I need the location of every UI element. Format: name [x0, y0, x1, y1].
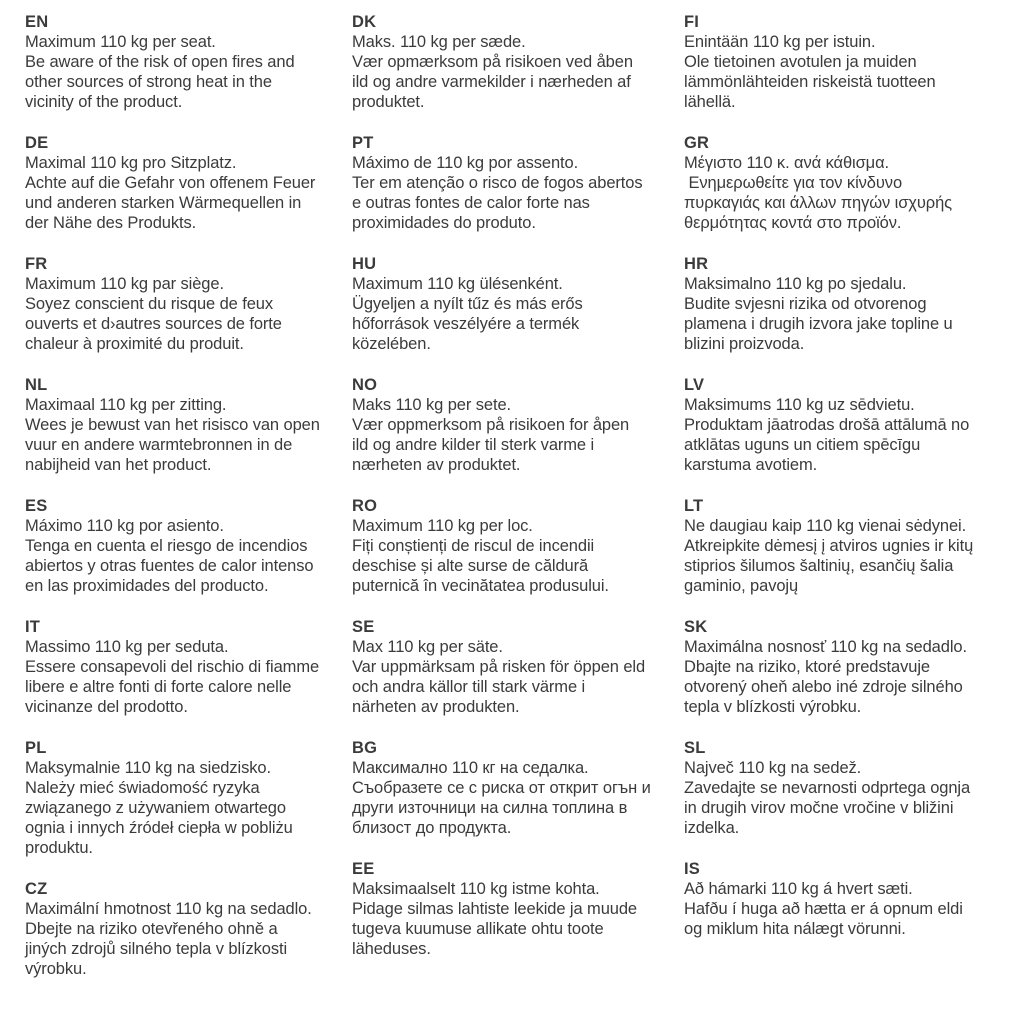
- language-code-label: HU: [352, 255, 377, 273]
- instruction-line: Maximum 110 kg per loc.: [352, 517, 533, 535]
- instruction-line: Wees je bewust van het risisco van open: [25, 416, 320, 434]
- instruction-line: atklātas uguns un citiem spēcīgu: [684, 436, 921, 454]
- instruction-line: Tenga en cuenta el riesgo de incendios: [25, 537, 308, 555]
- instruction-line: Ter em atenção o risco de fogos abertos: [352, 174, 643, 192]
- language-code-label: DK: [352, 13, 377, 31]
- language-code-label: NO: [352, 376, 378, 394]
- instruction-line: közelében.: [352, 335, 431, 353]
- instruction-line: lähellä.: [684, 93, 736, 111]
- instruction-line: deschise și alte surse de căldură: [352, 557, 589, 575]
- instruction-line: der Nähe des Produkts.: [25, 214, 197, 232]
- language-section: [352, 133, 684, 233]
- instruction-line: Максимално 110 кг на седалка.: [352, 759, 589, 777]
- instruction-line: θερμότητας κοντά στο προϊόν.: [684, 214, 902, 232]
- instruction-line: Maksymalnie 110 kg na siedzisko.: [25, 759, 271, 777]
- instruction-line: vuur en andere warmtebronnen in de: [25, 436, 293, 454]
- instruction-line: e outras fontes de calor forte nas: [352, 194, 590, 212]
- language-section: [25, 496, 352, 596]
- instruction-line: związanego z używaniem otwartego: [25, 799, 286, 817]
- instruction-line: vicinanze del prodotto.: [25, 698, 188, 716]
- instruction-line: blizini proizvoda.: [684, 335, 805, 353]
- language-section: [352, 859, 684, 959]
- instruction-line: chaleur à proximité du produit.: [25, 335, 244, 353]
- language-section: [684, 496, 999, 596]
- instruction-line: otvorený oheň alebo iné zdroje silného: [684, 678, 963, 696]
- language-code-label: GR: [684, 134, 710, 152]
- instruction-line: gaminio, pavojų: [684, 577, 799, 595]
- instruction-line: other sources of strong heat in the: [25, 73, 272, 91]
- language-code-label: PT: [352, 134, 374, 152]
- instruction-line: Produktam jāatrodas drošā attālumā no: [684, 416, 970, 434]
- instruction-line: nabijheid van het product.: [25, 456, 212, 474]
- instruction-line: Að hámarki 110 kg á hvert sæti.: [684, 880, 913, 898]
- instruction-line: Zavedajte se nevarnosti odprtega ognja: [684, 779, 971, 797]
- language-section: [25, 375, 352, 475]
- language-code-label: BG: [352, 739, 378, 757]
- instruction-line: karstuma avotiem.: [684, 456, 818, 474]
- language-code-label: RO: [352, 497, 378, 515]
- language-code-label: IT: [25, 618, 41, 636]
- instruction-line: tepla v blízkosti výrobku.: [684, 698, 862, 716]
- instruction-line: Maksimums 110 kg uz sēdvietu.: [684, 396, 915, 414]
- language-section: [684, 859, 999, 939]
- instruction-line: Var uppmärksam på risken för öppen eld: [352, 658, 646, 676]
- instruction-line: други източници на силна топлина в: [352, 799, 628, 817]
- language-code-label: SL: [684, 739, 706, 757]
- instruction-line: ognia i innych źródeł ciepła w pobliżu: [25, 819, 293, 837]
- instruction-line: Ενημερωθείτε για τον κίνδυνο: [684, 174, 903, 192]
- language-section: [25, 738, 352, 858]
- language-code-label: SE: [352, 618, 375, 636]
- instruction-line: en las proximidades del producto.: [25, 577, 269, 595]
- language-code-label: ES: [25, 497, 48, 515]
- instruction-line: Należy mieć świadomość ryzyka: [25, 779, 260, 797]
- instruction-line: produktet.: [352, 93, 425, 111]
- language-section: [684, 738, 999, 838]
- instruction-line: πυρκαγιάς και άλλων πηγών ισχυρής: [684, 194, 952, 212]
- language-section: [25, 133, 352, 233]
- instruction-line: Dbejte na riziko otevřeného ohně a: [25, 920, 278, 938]
- language-section: [352, 738, 684, 838]
- instruction-line: Maximal 110 kg pro Sitzplatz.: [25, 154, 237, 172]
- instruction-line: proximidades do produto.: [352, 214, 536, 232]
- instruction-line: výrobku.: [25, 960, 87, 978]
- language-code-label: LT: [684, 497, 704, 515]
- instruction-line: produktu.: [25, 839, 93, 857]
- language-column-3: [684, 12, 999, 1024]
- instruction-line: Μέγιστο 110 κ. ανά κάθισμα.: [684, 154, 890, 172]
- instruction-line: Max 110 kg per säte.: [352, 638, 503, 656]
- instruction-line: Máximo de 110 kg por assento.: [352, 154, 579, 172]
- language-code-label: EN: [25, 13, 49, 31]
- instruction-line: Essere consapevoli del rischio di fiamme: [25, 658, 320, 676]
- language-code-label: FI: [684, 13, 700, 31]
- instruction-line: близост до продукта.: [352, 819, 512, 837]
- language-section: [352, 496, 684, 596]
- language-code-label: PL: [25, 739, 47, 757]
- instruction-line: lämmönlähteiden riskeistä tuotteen: [684, 73, 936, 91]
- instruction-line: ouverts et d›autres sources de forte: [25, 315, 282, 333]
- language-section: [684, 375, 999, 475]
- instruction-line: Pidage silmas lahtiste leekide ja muude: [352, 900, 638, 918]
- language-section: [352, 375, 684, 475]
- language-section: [352, 617, 684, 717]
- language-code-label: EE: [352, 860, 375, 878]
- language-code-label: HR: [684, 255, 709, 273]
- instruction-line: Maximum 110 kg par siège.: [25, 275, 224, 293]
- language-code-label: IS: [684, 860, 700, 878]
- instruction-line: Ügyeljen a nyílt tűz és más erős: [352, 295, 583, 313]
- instruction-line: Dbajte na riziko, ktoré predstavuje: [684, 658, 930, 676]
- language-section: [684, 254, 999, 354]
- instruction-line: Ne daugiau kaip 110 kg vienai sėdynei.: [684, 517, 967, 535]
- language-section: [25, 617, 352, 717]
- instruction-line: Maximaal 110 kg per zitting.: [25, 396, 227, 414]
- instruction-line: Maksimalno 110 kg po sjedalu.: [684, 275, 907, 293]
- instruction-line: Fiți conștienți de riscul de incendii: [352, 537, 595, 555]
- instruction-line: Maks. 110 kg per sæde.: [352, 33, 526, 51]
- language-section: [684, 617, 999, 717]
- language-section: [25, 12, 352, 112]
- instruction-line: Atkreipkite dėmesį į atviros ugnies ir kitų: [684, 537, 974, 555]
- instruction-line: tugeva kuumuse allikate ohtu toote: [352, 920, 604, 938]
- instruction-line: jiných zdrojů silného tepla v blízkosti: [25, 940, 288, 958]
- instruction-line: Maximum 110 kg ülésenként.: [352, 275, 563, 293]
- instruction-line: Budite svjesni rizika od otvorenog: [684, 295, 927, 313]
- instruction-line: Maximální hmotnost 110 kg na sedadlo.: [25, 900, 312, 918]
- instruction-line: och andra källor till stark värme i: [352, 678, 586, 696]
- instruction-line: hőforrások veszélyére a termék: [352, 315, 580, 333]
- instruction-line: abiertos y otras fuentes de calor intenso: [25, 557, 314, 575]
- language-code-label: DE: [25, 134, 49, 152]
- instruction-line: Soyez conscient du risque de feux: [25, 295, 274, 313]
- instruction-line: Massimo 110 kg per seduta.: [25, 638, 229, 656]
- instruction-line: Съобразете се с риска от открит огън и: [352, 779, 651, 797]
- instruction-line: Vær opmærksom på risikoen ved åben: [352, 53, 633, 71]
- instruction-line: Hafðu í huga að hætta er á opnum eldi: [684, 900, 963, 918]
- instruction-line: Maks 110 kg per sete.: [352, 396, 512, 414]
- instruction-line: stiprios šilumos šaltinių, esančių šalia: [684, 557, 954, 575]
- instruction-line: läheduses.: [352, 940, 431, 958]
- instruction-line: Be aware of the risk of open fires and: [25, 53, 295, 71]
- instruction-line: Vær oppmerksom på risikoen for åpen: [352, 416, 630, 434]
- instruction-line: närheten av produkten.: [352, 698, 520, 716]
- instruction-line: libere e altre fonti di forte calore nelle: [25, 678, 292, 696]
- language-section: [684, 133, 999, 233]
- language-code-label: FR: [25, 255, 48, 273]
- instruction-line: puternică în vecinătatea produsului.: [352, 577, 609, 595]
- instruction-line: Maximálna nosnosť 110 kg na sedadlo.: [684, 638, 967, 656]
- instruction-line: vicinity of the product.: [25, 93, 183, 111]
- instruction-line: og miklum hita nálægt vörunni.: [684, 920, 906, 938]
- instruction-line: Máximo 110 kg por asiento.: [25, 517, 224, 535]
- language-section: [352, 12, 684, 112]
- language-code-label: CZ: [25, 880, 48, 898]
- instruction-line: Ole tietoinen avotulen ja muiden: [684, 53, 917, 71]
- instruction-line: ild og andre kilder til sterk varme i: [352, 436, 595, 454]
- instruction-line: Enintään 110 kg per istuin.: [684, 33, 876, 51]
- instruction-line: ild og andre varmekilder i nærheden af: [352, 73, 631, 91]
- instruction-line: Največ 110 kg na sedež.: [684, 759, 862, 777]
- instruction-line: Maximum 110 kg per seat.: [25, 33, 216, 51]
- instruction-line: in drugih virov močne vročine v bližini: [684, 799, 954, 817]
- language-code-label: SK: [684, 618, 708, 636]
- instruction-line: Achte auf die Gefahr von offenem Feuer: [25, 174, 316, 192]
- language-section: [352, 254, 684, 354]
- language-code-label: LV: [684, 376, 705, 394]
- language-column-2: [352, 12, 684, 1024]
- instruction-line: und anderen starken Wärmequellen in: [25, 194, 302, 212]
- language-section: [25, 879, 352, 979]
- language-section: [684, 12, 999, 112]
- instruction-line: nærheten av produktet.: [352, 456, 521, 474]
- instruction-line: izdelka.: [684, 819, 740, 837]
- language-column-1: [25, 12, 352, 1024]
- language-code-label: NL: [25, 376, 48, 394]
- instruction-line: plamena i drugih izvora jake topline u: [684, 315, 953, 333]
- language-section: [25, 254, 352, 354]
- instruction-line: Maksimaalselt 110 kg istme kohta.: [352, 880, 600, 898]
